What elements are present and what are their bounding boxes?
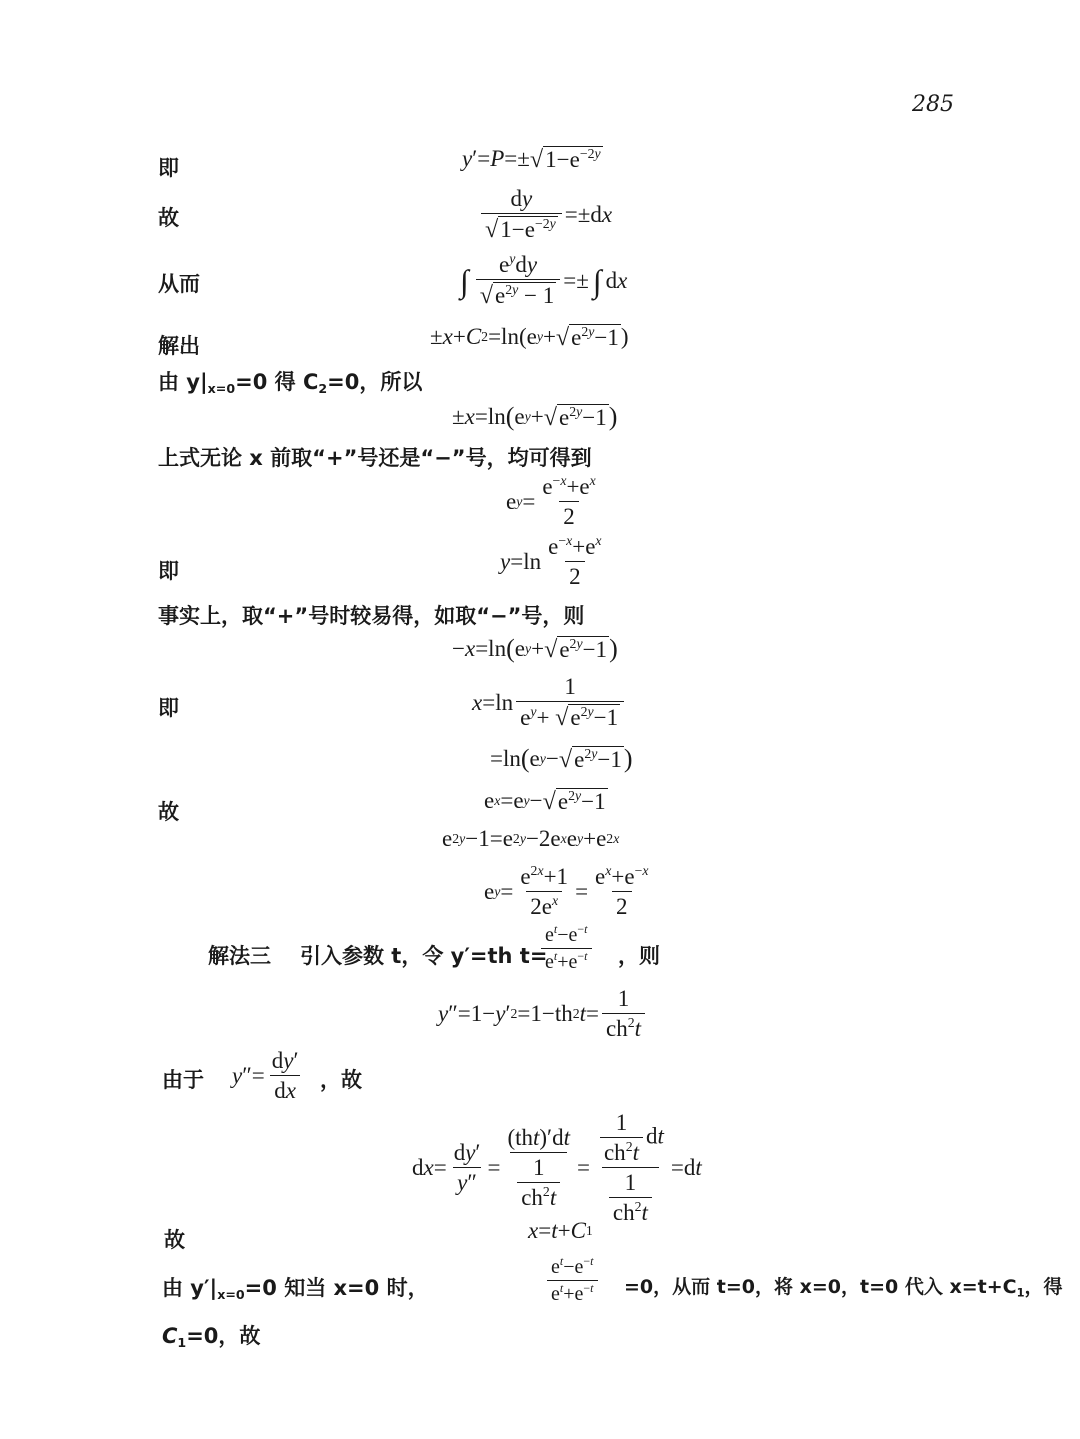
equation-11: e x =e y − √ $e^{2y}-1$ (484, 788, 606, 816)
text-line-you-y: 由 $y|_{x=0}=0$ 得 $C_2=0$，所以 (158, 370, 423, 396)
label-ji-3: 即 (158, 696, 179, 720)
equation-10: =ln ( e y − √ $e^{2y}-1$ ) (490, 744, 633, 773)
equation-2: dy √ $1-e^{-2y}$ =±d x (478, 186, 612, 243)
text-method3-title: 解法三 (208, 944, 271, 968)
label-gu-1: 故 (158, 206, 179, 230)
label-ji-2: 即 (158, 559, 179, 583)
equation-13: e y = $\frac{e^{2x}+1}{2e^x}$ = $\frac{e^x+e^{-x}}{2}$ (484, 863, 649, 919)
equation-youyu: y ″= $\frac{dy'}{dx}$ (232, 1048, 299, 1103)
text-c1-line: $C_1=0$，故 (162, 1324, 261, 1350)
equation-16: x = t + C 1 (528, 1218, 593, 1243)
equation-3: ∫ $e^ydy$ √ $e^{2y} - 1$ =± ∫ d x (460, 251, 628, 310)
equation-7: y =ln $\frac{e^{-x}+e^x}{2}$ (500, 533, 602, 589)
text-youyu-end: ，故 (320, 1068, 362, 1092)
equation-t-frac: $\frac{e^t-e^{-t}}{e^t+e^{-t}}$ (544, 1256, 601, 1306)
equation-6: e y = $\frac{e^{-x}+e^x}{2}$ (506, 473, 596, 529)
label-ji-1: 即 (158, 156, 179, 180)
equation-1: y ′= P =± √ $1-e^{-2y}$ (462, 146, 601, 174)
label-gu-2: 故 (158, 800, 179, 824)
page-number: 285 (912, 92, 954, 117)
text-last-line-end: =0，从而 t=0，将 x=0，t=0 代入 $x=t+C_1$，得 (624, 1276, 1063, 1300)
equation-15: d x = $\frac{dy'}{y''}$ = $\frac{\text{(tht)′dt}}{\frac{1}{ch^2t}}$ = $\frac{1}{ch^2t}$ dt $\frac{1}{ch^2t}$ =d t (412, 1110, 702, 1225)
equation-14: y ″=1− y ′ 2 =1−th 2 t = $\frac{1}{ch^2t}$ (438, 986, 648, 1042)
text-method3: 引入参数 t，令 y′=th t= (300, 944, 548, 968)
equation-4: ± x + C 2 =ln(e y + √ $e^{2y}-1$ ) (430, 324, 629, 352)
text-method3-end: ，则 (618, 944, 660, 968)
text-last-line: 由 $y'|_{x=0}=0$ 知当 x=0 时， (162, 1276, 429, 1302)
text-shangshi: 上式无论 x 前取“+”号还是“−”号，均可得到 (158, 446, 592, 470)
equation-9: x =ln 1 $e^y+$ √ $e^{2y}-1$ (472, 674, 627, 731)
text-youyu: 由于 (162, 1068, 204, 1092)
equation-5: ± x =ln ( e y + √ $e^{2y}-1$ ) (452, 402, 618, 431)
label-congerr: 从而 (158, 272, 200, 296)
text-shishi: 事实上，取“+”号时较易得，如取“−”号，则 (158, 604, 585, 628)
equation-8: − x =ln ( e y + √ $e^{2y}-1$ ) (452, 634, 618, 663)
equation-12: e 2y −1=e 2y −2e x e y +e 2x (442, 826, 620, 851)
equation-th-def: $\frac{e^t-e^{-t}}{e^t+e^{-t}}$ (538, 924, 595, 974)
label-gu-3: 故 (164, 1228, 185, 1252)
label-jiechu: 解出 (158, 334, 200, 358)
